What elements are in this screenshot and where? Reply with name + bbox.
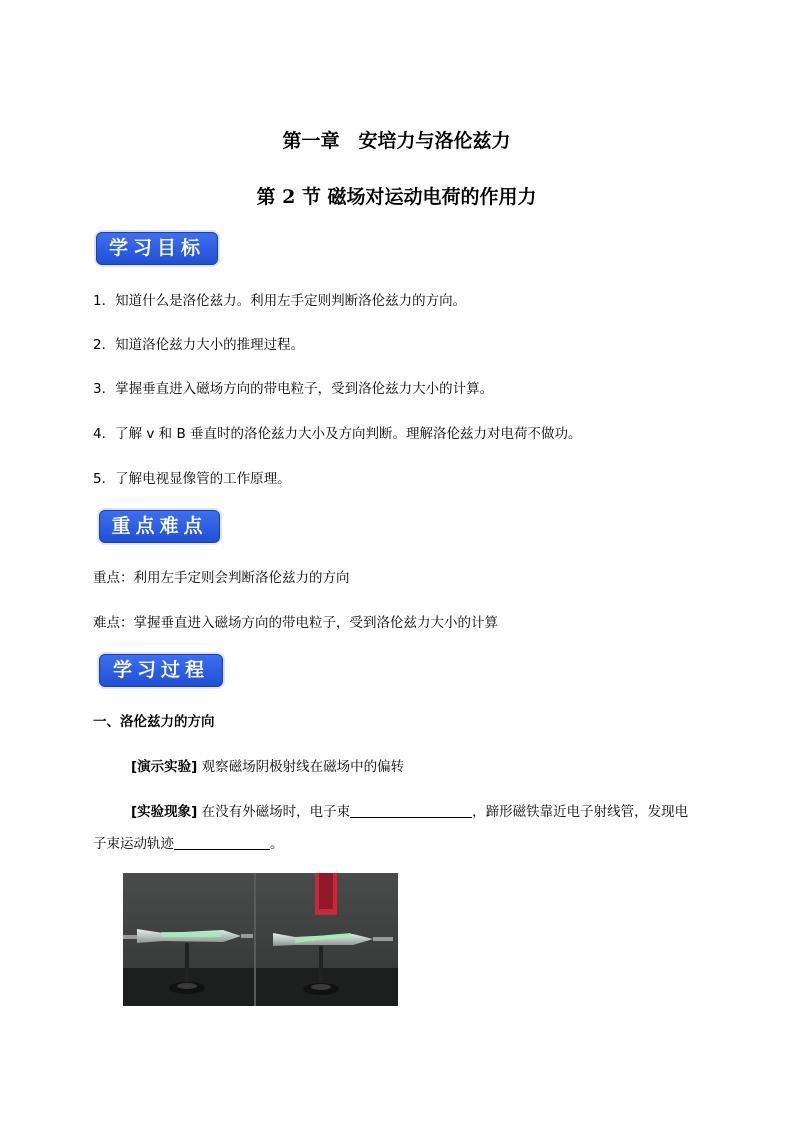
observation-text-b: ，蹄形磁铁靠近电子射线管，发现电 bbox=[472, 804, 689, 820]
objective-item-2: 2．知道洛伦兹力大小的推理过程。 bbox=[93, 337, 305, 353]
objective-item-5: 5．了解电视显像管的工作原理。 bbox=[93, 471, 291, 487]
answer-blank-2[interactable] bbox=[174, 835, 270, 850]
focus-line: 重点：利用左手定则会判断洛伦兹力的方向 bbox=[93, 570, 350, 586]
objective-item-3: 3．掌握垂直进入磁场方向的带电粒子，受到洛伦兹力大小的计算。 bbox=[93, 381, 494, 397]
objective-item-1: 1．知道什么是洛伦兹力。利用左手定则判断洛伦兹力的方向。 bbox=[93, 293, 467, 309]
difficulty-line: 难点：掌握垂直进入磁场方向的带电粒子，受到洛伦兹力大小的计算 bbox=[93, 615, 498, 631]
observation-text-d: 。 bbox=[270, 836, 284, 852]
cathode-ray-tube-illustration bbox=[123, 873, 398, 1006]
answer-blank-1[interactable] bbox=[350, 803, 472, 818]
process-badge: 学习过程 bbox=[99, 654, 223, 687]
observation-text-c: 子束运动轨迹 bbox=[93, 836, 174, 852]
demo-text: 观察磁场阴极射线在磁场中的偏转 bbox=[197, 759, 405, 775]
observation-tag: [实验现象] bbox=[131, 804, 198, 820]
objectives-badge: 学习目标 bbox=[96, 232, 218, 265]
section-title: 第 2 节 磁场对运动电荷的作用力 bbox=[256, 186, 537, 208]
observation-text-a: 在没有外磁场时，电子束 bbox=[197, 804, 351, 820]
demo-tag: [演示实验] bbox=[131, 759, 198, 775]
observation-line-cont bbox=[93, 832, 284, 852]
key-points-badge: 重点难点 bbox=[99, 510, 220, 543]
objective-item-4: 4．了解 v 和 B 垂直时的洛伦兹力大小及方向判断。理解洛伦兹力对电荷不做功。 bbox=[93, 426, 582, 442]
chapter-title: 第一章 安培力与洛伦兹力 bbox=[282, 130, 511, 152]
demo-line bbox=[131, 755, 404, 775]
observation-line bbox=[131, 800, 688, 820]
experiment-photo bbox=[123, 873, 398, 1006]
section-heading: 一、洛伦兹力的方向 bbox=[93, 714, 215, 730]
